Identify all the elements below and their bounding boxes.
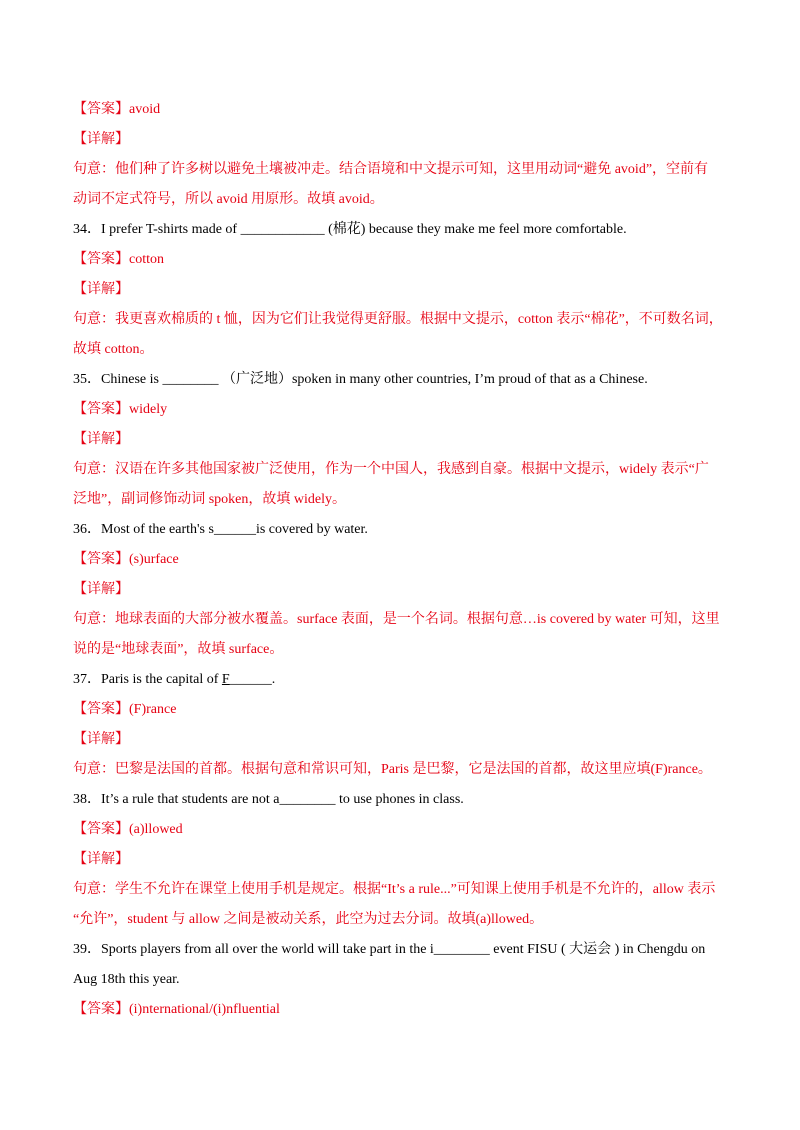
detail-label: 【详解】 [73,582,129,597]
answer-label: 【答案】 [73,102,129,117]
explanation-text: 泛地”，副词修饰动词 spoken，故填 widely。 [73,492,346,507]
answer-line [73,995,728,1025]
answer-line [73,95,728,125]
answer-line [73,395,728,425]
answer-label: 【答案】 [73,402,129,417]
question-37 [73,665,728,695]
answer-label: 【答案】 [73,702,129,717]
question-34: 34．I prefer T-shirts made of ____________ (棉花) because they make me feel more comfortable. [73,222,627,237]
answer-text: (F)rance [129,702,177,717]
question-35: 35．Chinese is ________ （广泛地）spoken in many other countries, I’m proud of that as a Chinese. [73,372,648,387]
answer-text: (s)urface [129,552,179,567]
explanation-text: 句意：学生不允许在课堂上使用手机是规定。根据“It’s a rule...”可知课上使用手机是不允许的，allow 表示 [73,882,716,897]
document-content [73,95,728,1025]
answer-label: 【答案】 [73,1002,129,1017]
answer-label: 【答案】 [73,252,129,267]
question-38: 38．It’s a rule that students are not a________ to use phones in class. [73,792,464,807]
detail-label: 【详解】 [73,282,129,297]
explanation-text: 动词不定式符号，所以 avoid 用原形。故填 avoid。 [73,192,384,207]
explanation-text: 句意：他们种了许多树以避免土壤被冲走。结合语境和中文提示可知，这里用动词“避免 avoid”，空前有 [73,162,709,177]
question-text: 37．Paris is the capital of [73,672,222,687]
question-39-continued: Aug 18th this year. [73,972,180,987]
answer-label: 【答案】 [73,552,129,567]
answer-line [73,695,728,725]
question-blank: ______. [229,672,276,687]
detail-label: 【详解】 [73,732,129,747]
answer-text: widely [129,402,168,417]
explanation-text: 句意：我更喜欢棉质的 t 恤，因为它们让我觉得更舒服。根据中文提示，cotton 表示“棉花”，不可数名词， [73,312,723,327]
answer-text: (a)llowed [129,822,183,837]
explanation-text: 句意：巴黎是法国的首都。根据句意和常识可知，Paris 是巴黎，它是法国的首都，故这里应填(F)rance。 [73,762,712,777]
question-39: 39．Sports players from all over the world will take part in the i________ event FISU ( 大运会 ) in Chengdu on [73,942,706,957]
explanation-text: 故填 cotton。 [73,342,154,357]
answer-line [73,815,728,845]
explanation-text: “允许”，student 与 allow 之间是被动关系，此空为过去分词。故填(a)llowed。 [73,912,544,927]
detail-label: 【详解】 [73,132,129,147]
answer-line [73,245,728,275]
question-hint-letter: F [221,672,230,687]
question-36: 36．Most of the earth's s______is covered by water. [73,522,368,537]
detail-label: 【详解】 [73,852,129,867]
detail-label: 【详解】 [73,432,129,447]
explanation-text: 说的是“地球表面”，故填 surface。 [73,642,284,657]
answer-label: 【答案】 [73,822,129,837]
explanation-text: 句意：地球表面的大部分被水覆盖。surface 表面，是一个名词。根据句意…is covered by water 可知，这里 [73,612,720,627]
answer-text: avoid [129,102,161,117]
answer-text: cotton [129,252,164,267]
explanation-text: 句意：汉语在许多其他国家被广泛使用，作为一个中国人，我感到自豪。根据中文提示，widely 表示“广 [73,462,709,477]
answer-line [73,545,728,575]
answer-text: (i)nternational/(i)nfluential [129,1002,280,1017]
